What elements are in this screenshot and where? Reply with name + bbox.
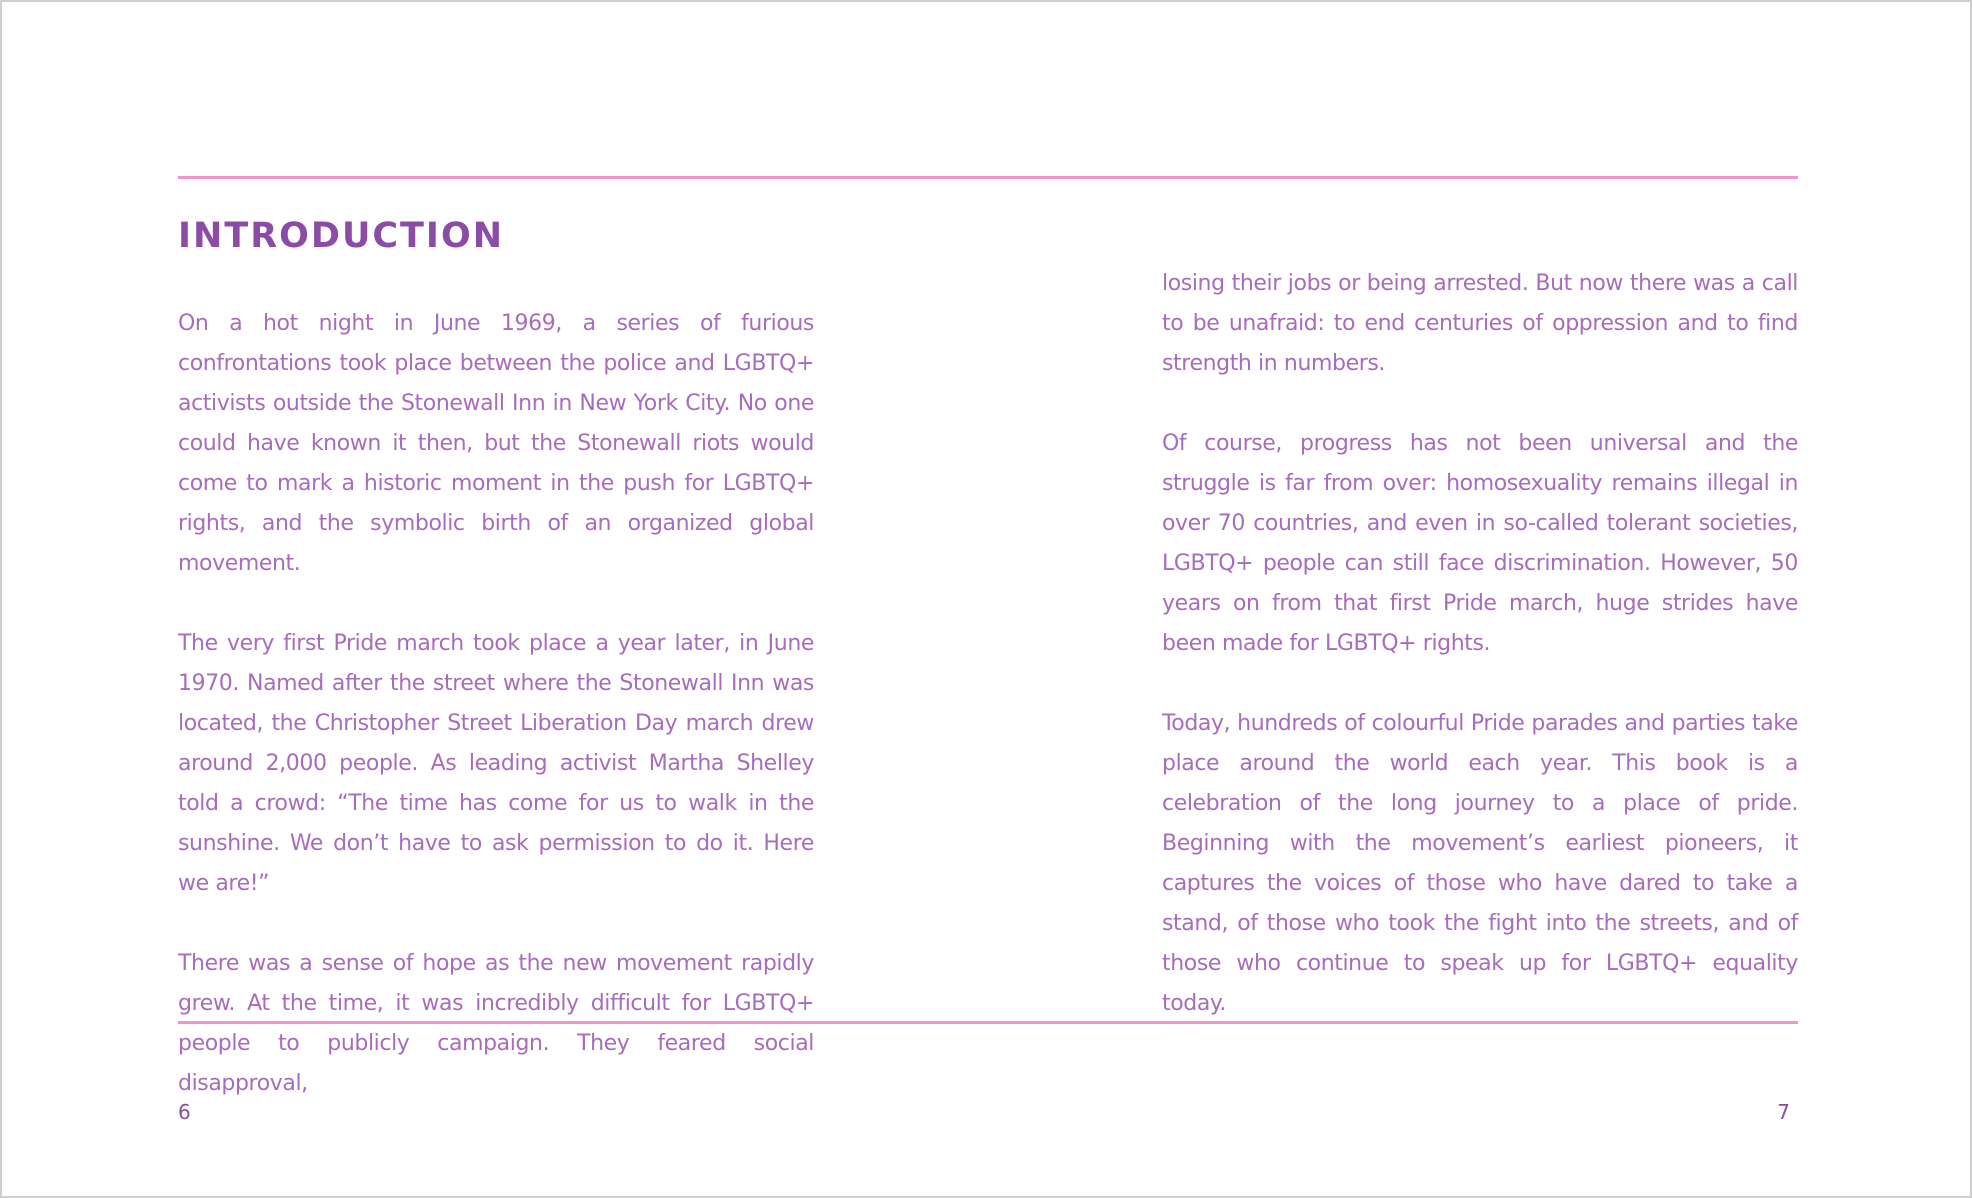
- left-page-column: [178, 304, 814, 1104]
- top-divider-rule: [178, 176, 1798, 179]
- right-page-column: [1162, 264, 1798, 1024]
- paragraph-sense-of-hope: There was a sense of hope as the new movement rapidly grew. At the time, it was incredibly difficult for LGBTQ+ people to publicly campaign. They feared social disapproval,: [178, 951, 814, 1096]
- paragraph-pride-today: Today, hundreds of colourful Pride parades and parties take place around the world each year. This book is a celebration of the long journey to a place of pride. Beginning with the movement’s earliest pioneers, it captures the voices of those who have dared to take a stand, of those who took the fight into the streets, and of those who continue to speak up for LGBTQ+ equality today.: [1162, 711, 1798, 1016]
- chapter-heading: INTRODUCTION: [178, 216, 504, 256]
- paragraph-call-to-be-unafraid: losing their jobs or being arrested. But now there was a call to be unafraid: to end centuries of oppression and to find strength in numbers.: [1162, 271, 1798, 376]
- page-number-left: 6: [178, 1100, 191, 1124]
- paragraph-stonewall-riots: On a hot night in June 1969, a series of furious confrontations took place between the police and LGBTQ+ activists outside the Stonewall Inn in New York City. No one could have known it then, but the Stonewall riots would come to mark a historic moment in the push for LGBTQ+ rights, and the symbolic birth of an organized global movement.: [178, 311, 814, 576]
- page-number-right: 7: [1777, 1100, 1790, 1124]
- bottom-divider-rule: [178, 1021, 1798, 1024]
- paragraph-progress-not-universal: Of course, progress has not been universal and the struggle is far from over: homosexuality remains illegal in over 70 countries, and even in so-called tolerant societies, LGBTQ+ people can still face discrimination. However, 50 years on from that first Pride march, huge strides have been made for LGBTQ+ rights.: [1162, 431, 1798, 656]
- paragraph-first-pride-march: The very first Pride march took place a year later, in June 1970. Named after the street where the Stonewall Inn was located, the Christopher Street Liberation Day march drew around 2,000 people. As leading activist Martha Shelley told a crowd: “The time has come for us to walk in the sunshine. We don’t have to ask permission to do it. Here we are!”: [178, 631, 814, 896]
